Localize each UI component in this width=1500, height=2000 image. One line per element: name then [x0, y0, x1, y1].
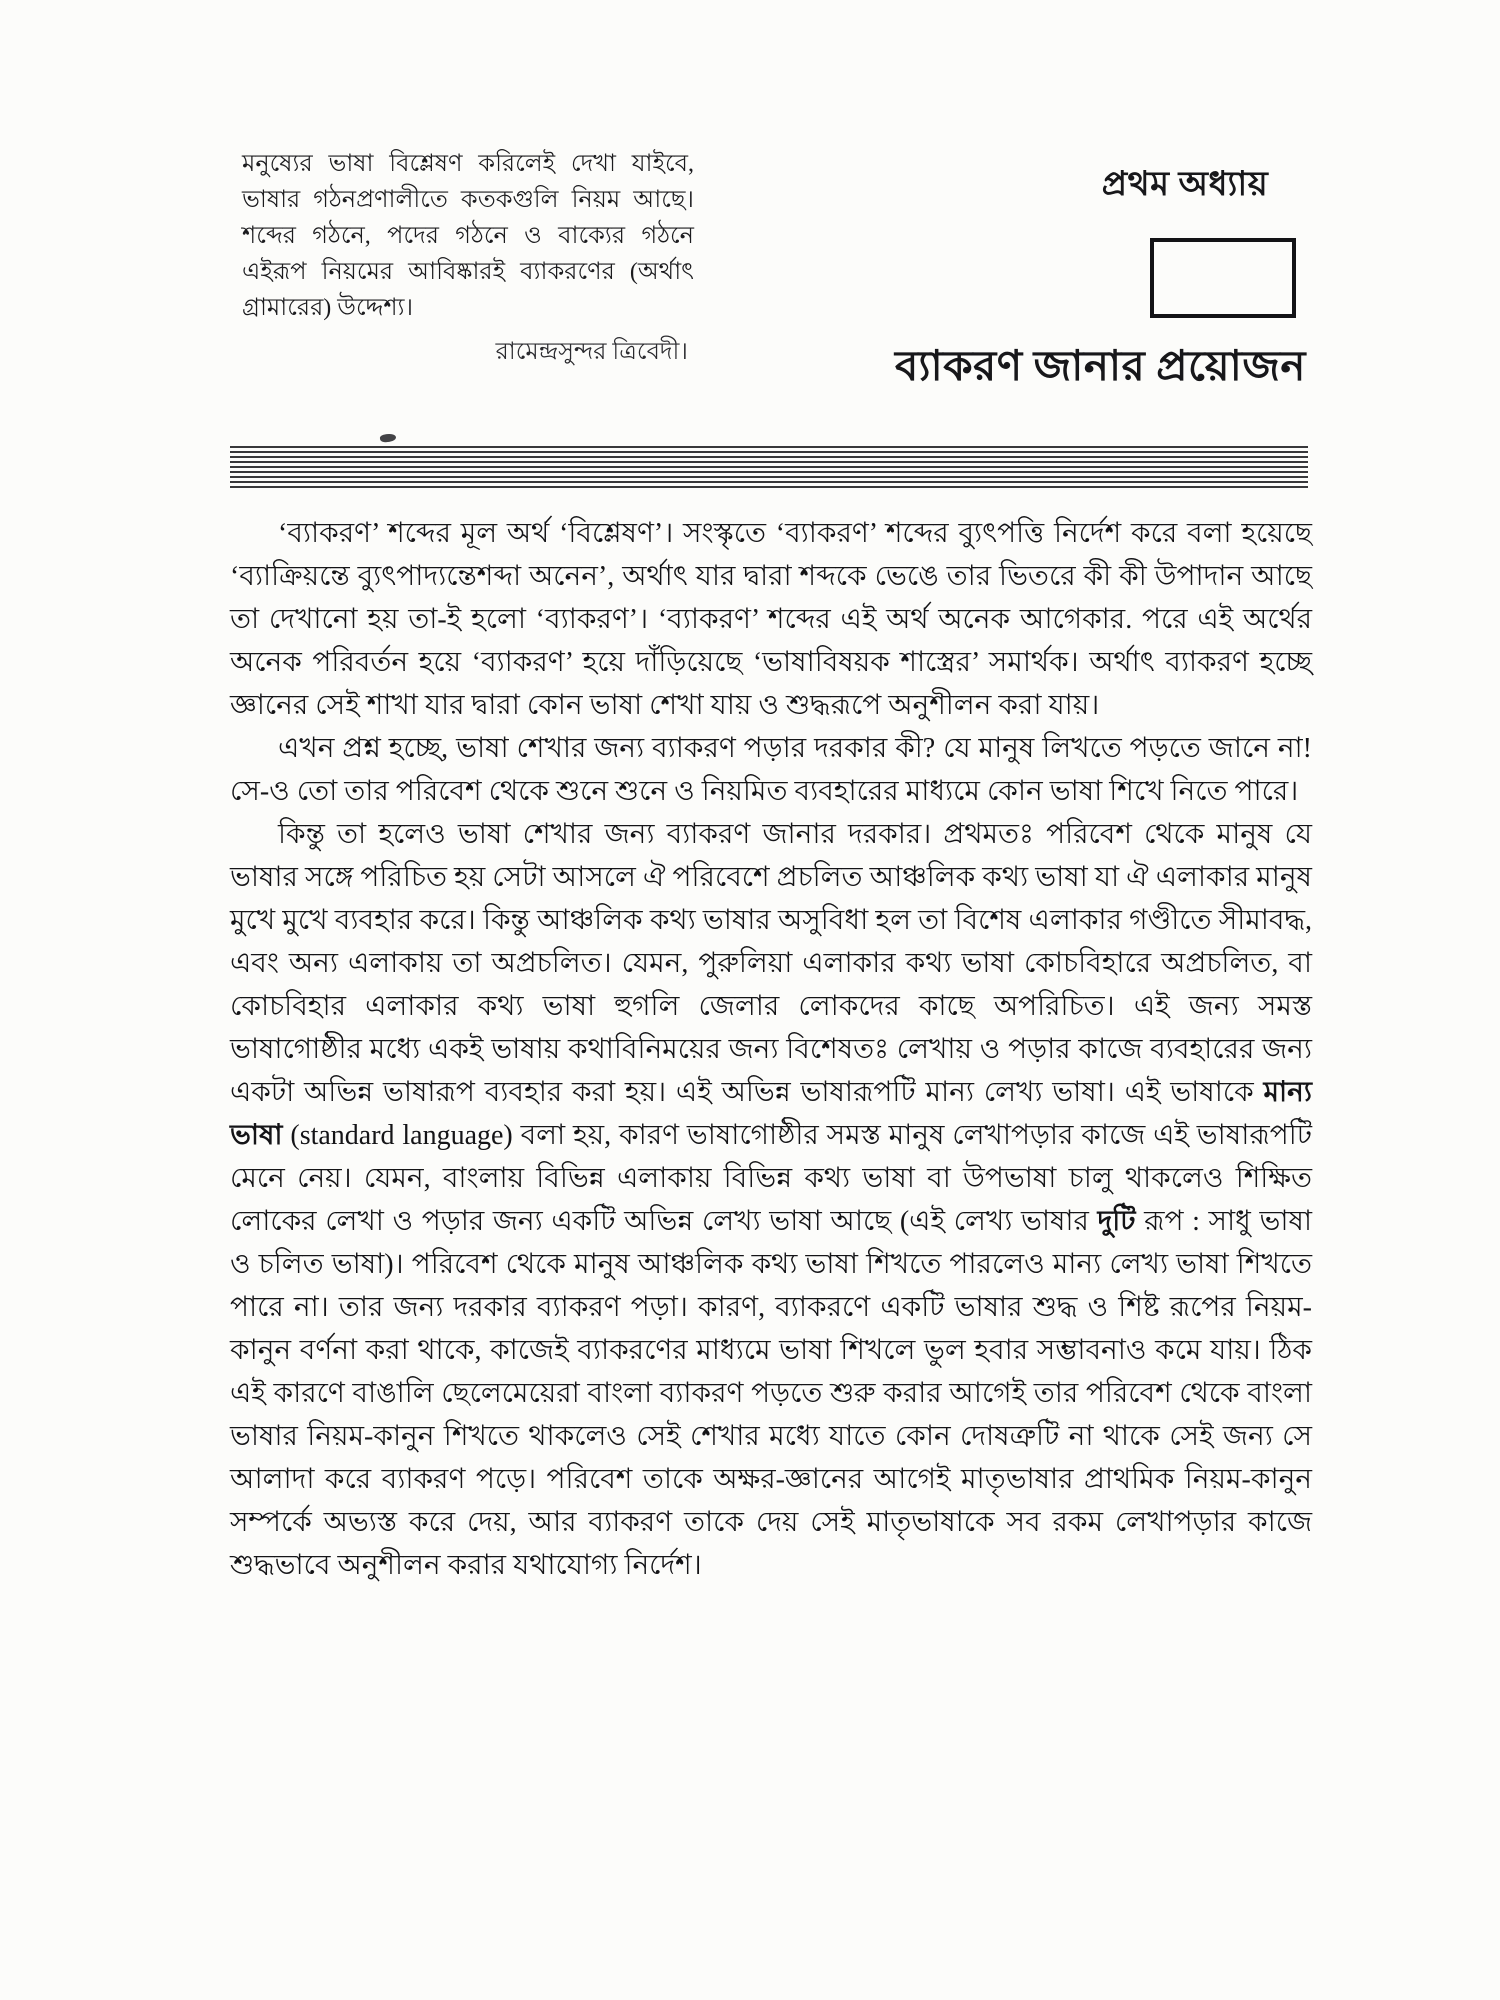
- epigraph-attribution: রামেন্দ্রসুন্দর ত্রিবেদী।: [495, 339, 688, 365]
- bold-term-duti: দুটি: [1097, 1206, 1136, 1237]
- paragraph-1: ‘ব্যাকরণ’ শব্দের মূল অর্থ ‘বিশ্লেষণ’। সংস্কৃতে ‘ব্যাকরণ’ শব্দের ব্যুৎপত্তি নির্দেশ করে বলা হয়েছে ‘ব্যাক্রিয়ন্তে ব্যুৎপাদ্যন্তেশব্দা অনেন’, অর্থাৎ যার দ্বারা শব্দকে ভেঙে তার ভিতরে কী কী উপাদান আছে তা দেখানো হয় তা-ই হলো ‘ব্যাকরণ’। ‘ব্যাকরণ’ শব্দের এই অর্থ অনেক আগেকার. পরে এই অর্থের অনেক পরিবর্তন হয়ে ‘ব্যাকরণ’ হয়ে দাঁড়িয়েছে ‘ভাষাবিষয়ক শাস্ত্রের’ সমার্থক। অর্থাৎ ব্যাকরণ হচ্ছে জ্ঞানের সেই শাখা যার দ্বারা কোন ভাষা শেখা যায় ও শুদ্ধরূপে অনুশীলন করা যায়।: [230, 518, 1312, 721]
- epigraph-text: মনুষ্যের ভাষা বিশ্লেষণ করিলেই দেখা যাইবে, ভাষার গঠনপ্রণালীতে কতকগুলি নিয়ম আছে। শব্দের গঠনে, পদের গঠনে ও বাক্যের গঠনে এইরূপ নিয়মের আবিষ্কারই ব্যাকরণের (অর্থাৎ গ্রামারের) উদ্দেশ্য।: [242, 151, 694, 321]
- paragraph-2: এখন প্রশ্ন হচ্ছে, ভাষা শেখার জন্য ব্যাকরণ পড়ার দরকার কী? যে মানুষ লিখতে পড়তে জানে না! সে-ও তো তার পরিবেশ থেকে শুনে শুনে ও নিয়মিত ব্যবহারের মাধ্যমে কোন ভাষা শিখে নিতে পারে।: [230, 733, 1312, 807]
- paragraph-3-text: রূপ : সাধু ভাষা ও চলিত ভাষা)। পরিবেশ থেকে মানুষ আঞ্চলিক কথ্য ভাষা শিখতে পারলেও মান্য লেখ্য ভাষা শিখতে পারে না। তার জন্য দরকার ব্যাকরণ পড়া। কারণ, ব্যাকরণে একটি ভাষার শুদ্ধ ও শিষ্ট রূপের নিয়ম-কানুন বর্ণনা করা থাকে, কাজেই ব্যাকরণের মাধ্যমে ভাষা শিখলে ভুল হবার সম্ভাবনাও কমে যায়। ঠিক এই কারণে বাঙালি ছেলেমেয়েরা বাংলা ব্যাকরণ পড়তে শুরু করার আগেই তার পরিবেশ থেকে বাংলা ভাষার নিয়ম-কানুন শিখতে থাকলেও সেই শেখার মধ্যে যাতে কোন দোষত্রুটি না থাকে সেই জন্য সে আলাদা করে ব্যাকরণ পড়ে। পরিবেশ তাকে অক্ষর-জ্ঞানের আগেই মাতৃভাষার প্রাথমিক নিয়ম-কানুন সম্পর্কে অভ্যস্ত করে দেয়, আর ব্যাকরণ তাকে দেয় সেই মাতৃভাষাকে সব রকম লেখাপড়ার কাজে শুদ্ধভাবে অনুশীলন করার যথাযোগ্য নির্দেশ।: [230, 1206, 1312, 1581]
- chapter-title: ব্যাকরণ জানার প্রয়োজন: [894, 344, 1306, 390]
- body-text: [230, 512, 1312, 1587]
- chapter-number-box: [1150, 238, 1296, 318]
- chapter-label: প্রথম অধ্যায়: [1101, 166, 1269, 203]
- paragraph-3-text: কিন্তু তা হলেও ভাষা শেখার জন্য ব্যাকরণ জানার দরকার। প্রথমতঃ পরিবেশ থেকে মানুষ যে ভাষার সঙ্গে পরিচিত হয় সেটা আসলে ঐ পরিবেশে প্রচলিত আঞ্চলিক কথ্য ভাষা যা ঐ এলাকার মানুষ মুখে মুখে ব্যবহার করে। কিন্তু আঞ্চলিক কথ্য ভাষার অসুবিধা হল তা বিশেষ এলাকার গণ্ডীতে সীমাবদ্ধ, এবং অন্য এলাকায় তা অপ্রচলিত। যেমন, পুরুলিয়া এলাকার কথ্য ভাষা কোচবিহারে অপ্রচলিত, বা কোচবিহার এলাকার কথ্য ভাষা হুগলি জেলার লোকদের কাছে অপরিচিত। এই জন্য সমস্ত ভাষাগোষ্ঠীর মধ্যে একই ভাষায় কথাবিনিময়ের জন্য বিশেষতঃ লেখায় ও পড়ার কাজে ব্যবহারের জন্য একটা অভিন্ন ভাষারূপ ব্যবহার করা হয়। এই অভিন্ন ভাষারূপটি মান্য লেখ্য ভাষা। এই ভাষাকে: [230, 819, 1312, 1108]
- bold-term-standard-language: মান্য ভাষা: [230, 1077, 1312, 1151]
- paragraph-3: [230, 813, 1312, 1587]
- epigraph: [242, 146, 694, 368]
- paragraph-3-text: (standard language) বলা হয়, কারণ ভাষাগোষ্ঠীর সমস্ত মানুষ লেখাপড়ার কাজে এই ভাষারূপটি মেনে নেয়। যেমন, বাংলায় বিভিন্ন এলাকায় বিভিন্ন কথ্য ভাষা বা উপভাষা চালু থাকলেও শিক্ষিত লোকের লেখা ও পড়ার জন্য একটি অভিন্ন লেখ্য ভাষা আছে (এই লেখ্য ভাষার: [230, 1120, 1312, 1237]
- decorative-rule: [230, 446, 1308, 488]
